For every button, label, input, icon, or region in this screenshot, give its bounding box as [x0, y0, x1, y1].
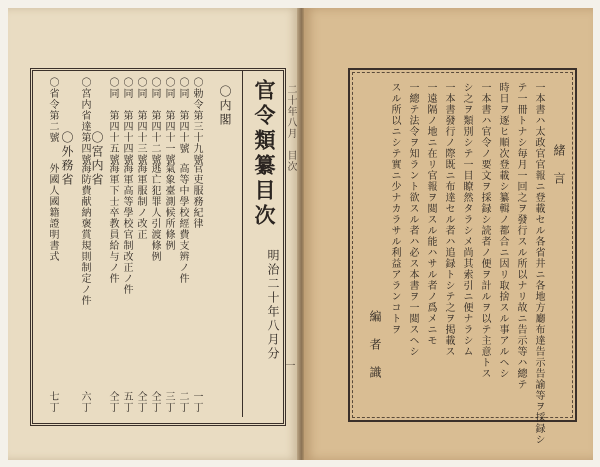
- law-description: 官吏服務紀律: [191, 163, 202, 229]
- section-gaimusho: 〇外務省: [60, 131, 74, 187]
- page-ref: 仝丁: [107, 391, 118, 413]
- right-page: [304, 8, 593, 460]
- margin-page-number: 一: [283, 360, 294, 371]
- divider: [242, 71, 243, 417]
- page-ref: 仝丁: [135, 391, 146, 413]
- law-number: 〇勅令第三十九號: [191, 77, 202, 165]
- law-number: 〇省令第二號: [47, 77, 58, 143]
- law-description: 氣象臺測候所條例: [163, 163, 174, 251]
- law-description: 外國人國籍證明書式: [47, 163, 58, 262]
- law-number: 〇同 第四十五號: [107, 77, 118, 165]
- section-kunaisho: 〇宮内省: [90, 131, 104, 187]
- section-naikaku: 〇内閣: [218, 85, 232, 127]
- law-description: 海軍服制ノ改正: [135, 163, 146, 240]
- law-number: 〇同 第四十一號: [163, 77, 174, 165]
- law-description: 海防費献納褒賞規則制定ノ件: [79, 163, 90, 306]
- preface-heading: 緒 言: [552, 144, 566, 186]
- page-ref: 仝丁: [149, 391, 160, 413]
- preface-line: スル所以ニシテ實ニ少ナカラサル利益アランコトヲ: [389, 82, 400, 335]
- preface-line: 一本書ハ官令ノ要文ヲ採録シ読者ノ便ヲ計ルヲ以テ主意トス: [479, 82, 490, 379]
- preface-line: 一遠隔ノ地ニ在リ官報ヲ閲スル能ハサル者ノ爲メニモ: [425, 82, 436, 346]
- page-ref: 五丁: [121, 391, 132, 413]
- preface-signature: 編 者 識: [368, 310, 382, 380]
- contents-frame: [30, 68, 286, 426]
- law-number: 〇同 第四十二號: [149, 77, 160, 165]
- preface-line: シ之ヲ類別シテ一目瞭然タラシメ尚其索引ニ便ナラシム: [461, 82, 472, 357]
- preface-line: 時日ヲ逐ヒ順次登載シ纂輯ノ都合ニ因リ取捨スル事アルヘシ: [497, 82, 508, 379]
- page-ref: 三丁: [163, 391, 174, 413]
- preface-line: 一本書發行ノ際既ニ布達セル者ハ追録トシテ之ヲ掲載ス: [443, 82, 454, 357]
- margin-header: 二十年八月 目次: [285, 84, 296, 172]
- preface-line: テ一冊トナシ毎月一回之ヲ發行スル所以ナリ故ニ告示等ハ總テ: [515, 82, 526, 390]
- law-number: 〇同 第四十三號: [135, 77, 146, 165]
- page-ref: 七丁: [47, 391, 58, 413]
- law-description: 海軍下士卒教員給与ノ件: [107, 163, 118, 284]
- law-number: 〇同 第四十號: [177, 77, 188, 154]
- law-number: 〇同 第四十四號: [121, 77, 132, 165]
- law-description: 高等中學校經費支辨ノ件: [177, 163, 188, 284]
- page-ref: 二丁: [177, 391, 188, 413]
- law-number: 〇宮内省達第四號: [79, 77, 90, 165]
- page-ref: 一丁: [191, 391, 202, 413]
- law-description: 海軍高等學校官制改正ノ件: [121, 163, 132, 295]
- law-description: 逃亡犯罪人引渡條例: [149, 163, 160, 262]
- preface-line: 一總テ法令ヲ知ラント欲スル者ハ必ス本書ヲ一閲スヘシ: [407, 82, 418, 357]
- date-label: 明治二十年八月分: [266, 249, 280, 361]
- page-ref: 六丁: [79, 391, 90, 413]
- preface-frame: [348, 68, 577, 445]
- left-page: [8, 8, 299, 460]
- page-title: 官令類纂目次: [252, 79, 277, 229]
- preface-line: 一本書ハ太政官官報ニ登載セル各省井ニ各地方廳布達告示告諭等ヲ採録シ: [533, 82, 544, 445]
